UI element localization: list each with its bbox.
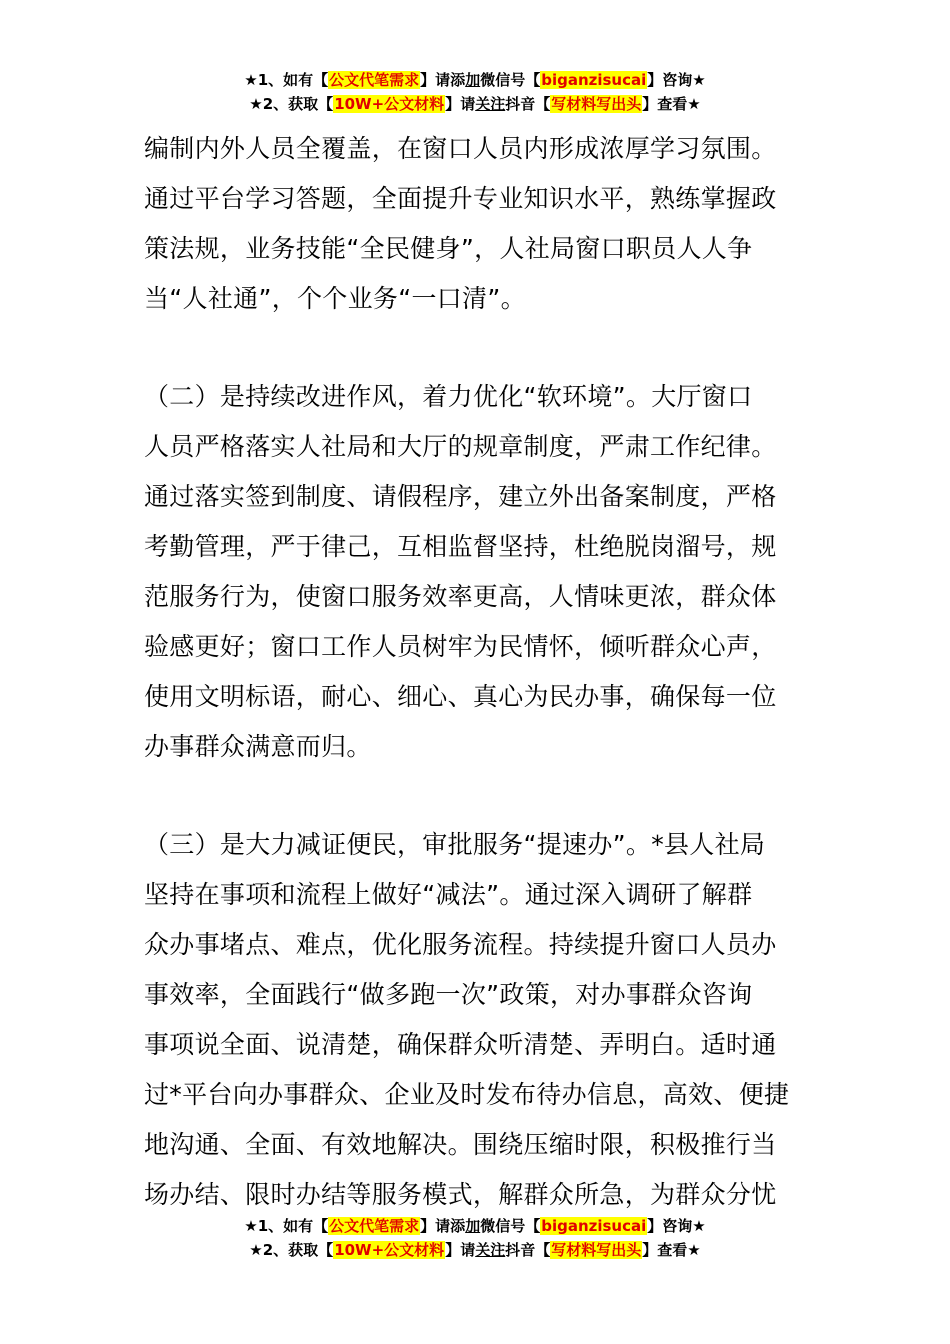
banner-line-1 (0, 1214, 950, 1238)
banner-text: 】查看★ (642, 95, 701, 113)
text-line: 验感更好；窗口工作人员树牢为民情怀，倾听群众心声， (144, 632, 777, 661)
header-banner (0, 68, 950, 116)
banner-text: 抖音【 (505, 1241, 551, 1259)
banner-text: 】请 (445, 1241, 476, 1259)
text-line: 过*平台向办事群众、企业及时发布待办信息，高效、便捷 (144, 1080, 790, 1109)
banner-text: 】咨询★ (647, 1217, 706, 1235)
text-line: 事项说全面、说清楚，确保群众听清楚、弄明白。适时通 (144, 1030, 777, 1059)
banner-highlight: 10W+公文材料 (334, 95, 445, 113)
text-line: 众办事堵点、难点，优化服务流程。持续提升窗口人员办 (144, 930, 777, 959)
text-line: 编制内外人员全覆盖，在窗口人员内形成浓厚学习氛围。 (144, 134, 777, 163)
banner-text: 微信号【 (480, 71, 541, 89)
text-line: 使用文明标语，耐心、细心、真心为民办事，确保每一位 (144, 682, 777, 711)
banner-text: 微信号【 (480, 1217, 541, 1235)
text-line: 考勤管理，严于律己，互相监督坚持，杜绝脱岗溜号，规 (144, 532, 777, 561)
text-line: 当“人社通”，个个业务“一口清”。 (144, 284, 526, 313)
banner-text: 】请 (445, 95, 476, 113)
banner-highlight: 10W+公文材料 (334, 1241, 445, 1259)
text-line: （二）是持续改进作风，着力优化“软环境”。大厅窗口 (144, 382, 753, 411)
banner-line-2 (0, 92, 950, 116)
text-line: 地沟通、全面、有效地解决。围绕压缩时限，积极推行当 (144, 1130, 777, 1159)
text-line: 通过平台学习答题，全面提升专业知识水平，熟练掌握政 (144, 184, 777, 213)
text-line: 范服务行为，使窗口服务效率更高，人情味更浓，群众体 (144, 582, 777, 611)
paragraph-1 (144, 124, 812, 324)
banner-wechat-id: biganzisucai (541, 1217, 647, 1235)
banner-text: 】查看★ (642, 1241, 701, 1259)
banner-text: 】请添 (420, 71, 466, 89)
banner-text: ★2、获取【 (249, 95, 334, 113)
document-body (144, 124, 812, 1220)
banner-line-1 (0, 68, 950, 92)
banner-highlight: 公文代笔需求 (329, 71, 420, 89)
banner-douyin-id: 写材料写出头 (551, 95, 642, 113)
banner-line-2 (0, 1238, 950, 1262)
paragraph-2 (144, 372, 812, 772)
paragraph-gap (144, 324, 812, 372)
banner-wechat-id: biganzisucai (541, 71, 647, 89)
paragraph-gap (144, 772, 812, 820)
banner-highlight: 公文代笔需求 (329, 1217, 420, 1235)
text-line: 人员严格落实人社局和大厅的规章制度，严肃工作纪律。 (144, 432, 777, 461)
banner-text: 】请添 (420, 1217, 466, 1235)
banner-underlined-text: 关注 (475, 95, 506, 113)
banner-underlined-text: 关注 (475, 1241, 506, 1259)
text-line: 事效率，全面践行“做多跑一次”政策，对办事群众咨询 (144, 980, 753, 1009)
text-line: 场办结、限时办结等服务模式，解群众所急，为群众分忧 (144, 1180, 777, 1209)
banner-text: 】咨询★ (647, 71, 706, 89)
text-line: 策法规，业务技能“全民健身”，人社局窗口职员人人争 (144, 234, 753, 263)
text-line: 办事群众满意而归。 (144, 732, 372, 761)
paragraph-3 (144, 820, 812, 1220)
banner-text: ★2、获取【 (249, 1241, 334, 1259)
banner-douyin-id: 写材料写出头 (551, 1241, 642, 1259)
footer-banner (0, 1214, 950, 1262)
banner-text: ★1、如有【 (244, 71, 329, 89)
banner-underlined-text: 加 (465, 1217, 481, 1235)
banner-text: ★1、如有【 (244, 1217, 329, 1235)
text-line: （三）是大力减证便民，审批服务“提速办”。*县人社局 (144, 830, 766, 859)
banner-text: 抖音【 (505, 95, 551, 113)
text-line: 通过落实签到制度、请假程序，建立外出备案制度，严格 (144, 482, 777, 511)
text-line: 坚持在事项和流程上做好“减法”。通过深入调研了解群 (144, 880, 753, 909)
banner-underlined-text: 加 (465, 71, 481, 89)
